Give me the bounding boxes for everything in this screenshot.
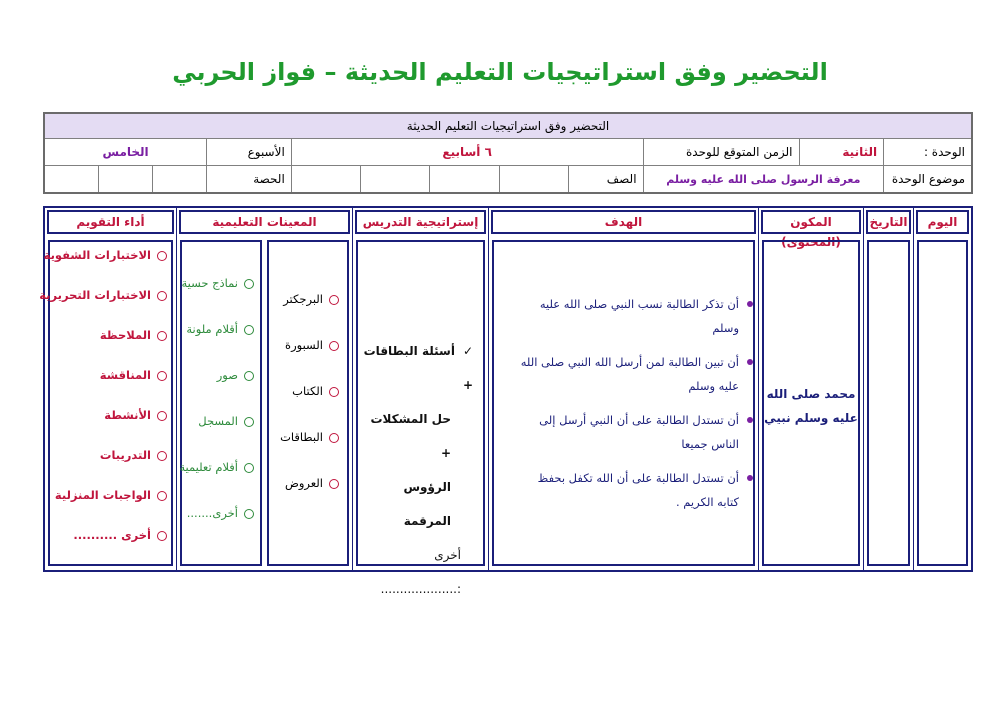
check-icon: ✓ [462, 344, 473, 358]
aid-item: البرجكتر [283, 292, 339, 306]
assessment-item: الاختبارات الشفوية [44, 248, 167, 262]
circle-icon [244, 325, 254, 335]
aids-column [176, 208, 352, 570]
strategy-line-2: حل المشكلات + [370, 412, 451, 460]
circle-icon [244, 371, 254, 381]
class-cell-4 [291, 166, 360, 194]
aid-item: المسجل [198, 414, 254, 428]
aid-item: الكتاب [292, 384, 339, 398]
goal-item: أن تستدل الطالبة على أن الله تكفل بحفظ كتابه الكريم . [518, 466, 739, 514]
content-line-2: عليه وسلم نبيي [764, 411, 858, 425]
assessment-item: الملاحظة [100, 328, 167, 342]
aid-item: أخرى....... [187, 506, 254, 520]
circle-icon [157, 411, 167, 421]
date-header: التاريخ [866, 210, 911, 234]
assessment-item: الاختبارات التحريرية [39, 288, 167, 302]
period-cell-2 [99, 166, 153, 194]
circle-icon [244, 279, 254, 289]
assessment-item: التدريبات [100, 448, 167, 462]
period-cell-3 [44, 166, 99, 194]
circle-icon [157, 451, 167, 461]
assessment-item: أخرى .......... [73, 528, 167, 542]
circle-icon [157, 371, 167, 381]
content-header: المكون (المحتوى) [761, 210, 861, 234]
aids-right-cell [267, 240, 349, 566]
period-cell-1 [153, 166, 207, 194]
aids-header: المعينات التعليمية [179, 210, 350, 234]
goal-column [488, 208, 758, 570]
circle-icon [157, 491, 167, 501]
assessment-item: الأنشطة [104, 408, 167, 422]
assessment-header: أداء التقويم [47, 210, 174, 234]
circle-icon [157, 251, 167, 261]
day-cell [917, 240, 968, 566]
time-label: الزمن المتوقع للوحدة [643, 139, 799, 166]
lesson-grid [39, 206, 973, 596]
bullet-icon [747, 417, 753, 423]
class-label: الصف [569, 166, 643, 194]
circle-icon [157, 291, 167, 301]
aid-item: نماذج حسية [181, 276, 254, 290]
circle-icon [157, 531, 167, 541]
circle-icon [244, 509, 254, 519]
class-cell-3 [361, 166, 430, 194]
bullet-icon [747, 359, 753, 365]
topic-label: موضوع الوحدة [884, 166, 972, 194]
class-cell-2 [430, 166, 499, 194]
page-title: التحضير وفق استراتيجيات التعليم الحديثة – فواز الحربي [172, 58, 828, 86]
unit-value: الثانية [799, 139, 884, 166]
content-column [758, 208, 863, 570]
strategy-column [352, 208, 488, 596]
strategy-line-3: الرؤوس المرقمة [403, 480, 451, 528]
class-cell-1 [499, 166, 568, 194]
week-label: الأسبوع [207, 139, 292, 166]
period-label: الحصة [207, 166, 292, 194]
aids-left-cell [180, 240, 262, 566]
assessment-cell [39, 240, 173, 566]
aid-item: أفلام تعليمية [179, 460, 254, 474]
date-column [863, 208, 913, 570]
aid-item: صور [217, 368, 254, 382]
aid-item: أقلام ملونة [186, 322, 254, 336]
bullet-icon [747, 475, 753, 481]
strategy-header: إستراتيجية التدريس [355, 210, 486, 234]
header-table [43, 112, 973, 194]
circle-icon [329, 479, 339, 489]
assessment-column [39, 208, 176, 570]
day-column [913, 208, 971, 570]
header-band: التحضير وفق استراتيجيات التعليم الحديثة [44, 113, 972, 139]
strategy-line-1: أسئلة البطاقات + [363, 344, 473, 392]
topic-value: معرفة الرسول صلى الله عليه وسلم [643, 166, 884, 194]
strategy-line-4: أخرى :.................... [380, 548, 461, 596]
circle-icon [244, 463, 254, 473]
goal-cell [492, 240, 755, 566]
circle-icon [244, 417, 254, 427]
day-header: اليوم [916, 210, 969, 234]
week-value: الخامس [44, 139, 207, 166]
circle-icon [329, 387, 339, 397]
strategy-cell [356, 240, 485, 596]
aid-item: السبورة [285, 338, 339, 352]
circle-icon [157, 331, 167, 341]
bullet-icon [747, 301, 753, 307]
assessment-item: الواجبات المنزلية [55, 488, 167, 502]
goal-header: الهدف [491, 210, 756, 234]
time-value: ٦ أسابيع [291, 139, 643, 166]
content-line-1: محمد صلى الله [766, 387, 856, 401]
aid-item: العروض [285, 476, 339, 490]
circle-icon [329, 341, 339, 351]
unit-label: الوحدة : [884, 139, 972, 166]
assessment-item: المناقشة [100, 368, 167, 382]
goal-item: أن تستدل الطالبة على أن النبي أرسل إلى الناس جميعا [518, 408, 739, 456]
aid-item: البطاقات [280, 430, 339, 444]
circle-icon [329, 295, 339, 305]
goal-item: أن تذكر الطالبة نسب النبي صلى الله عليه وسلم [518, 292, 739, 340]
content-cell [762, 240, 860, 566]
goal-item: أن تبين الطالبة لمن أرسل الله النبي صلى الله عليه وسلم [518, 350, 739, 398]
circle-icon [329, 433, 339, 443]
date-cell [867, 240, 910, 566]
